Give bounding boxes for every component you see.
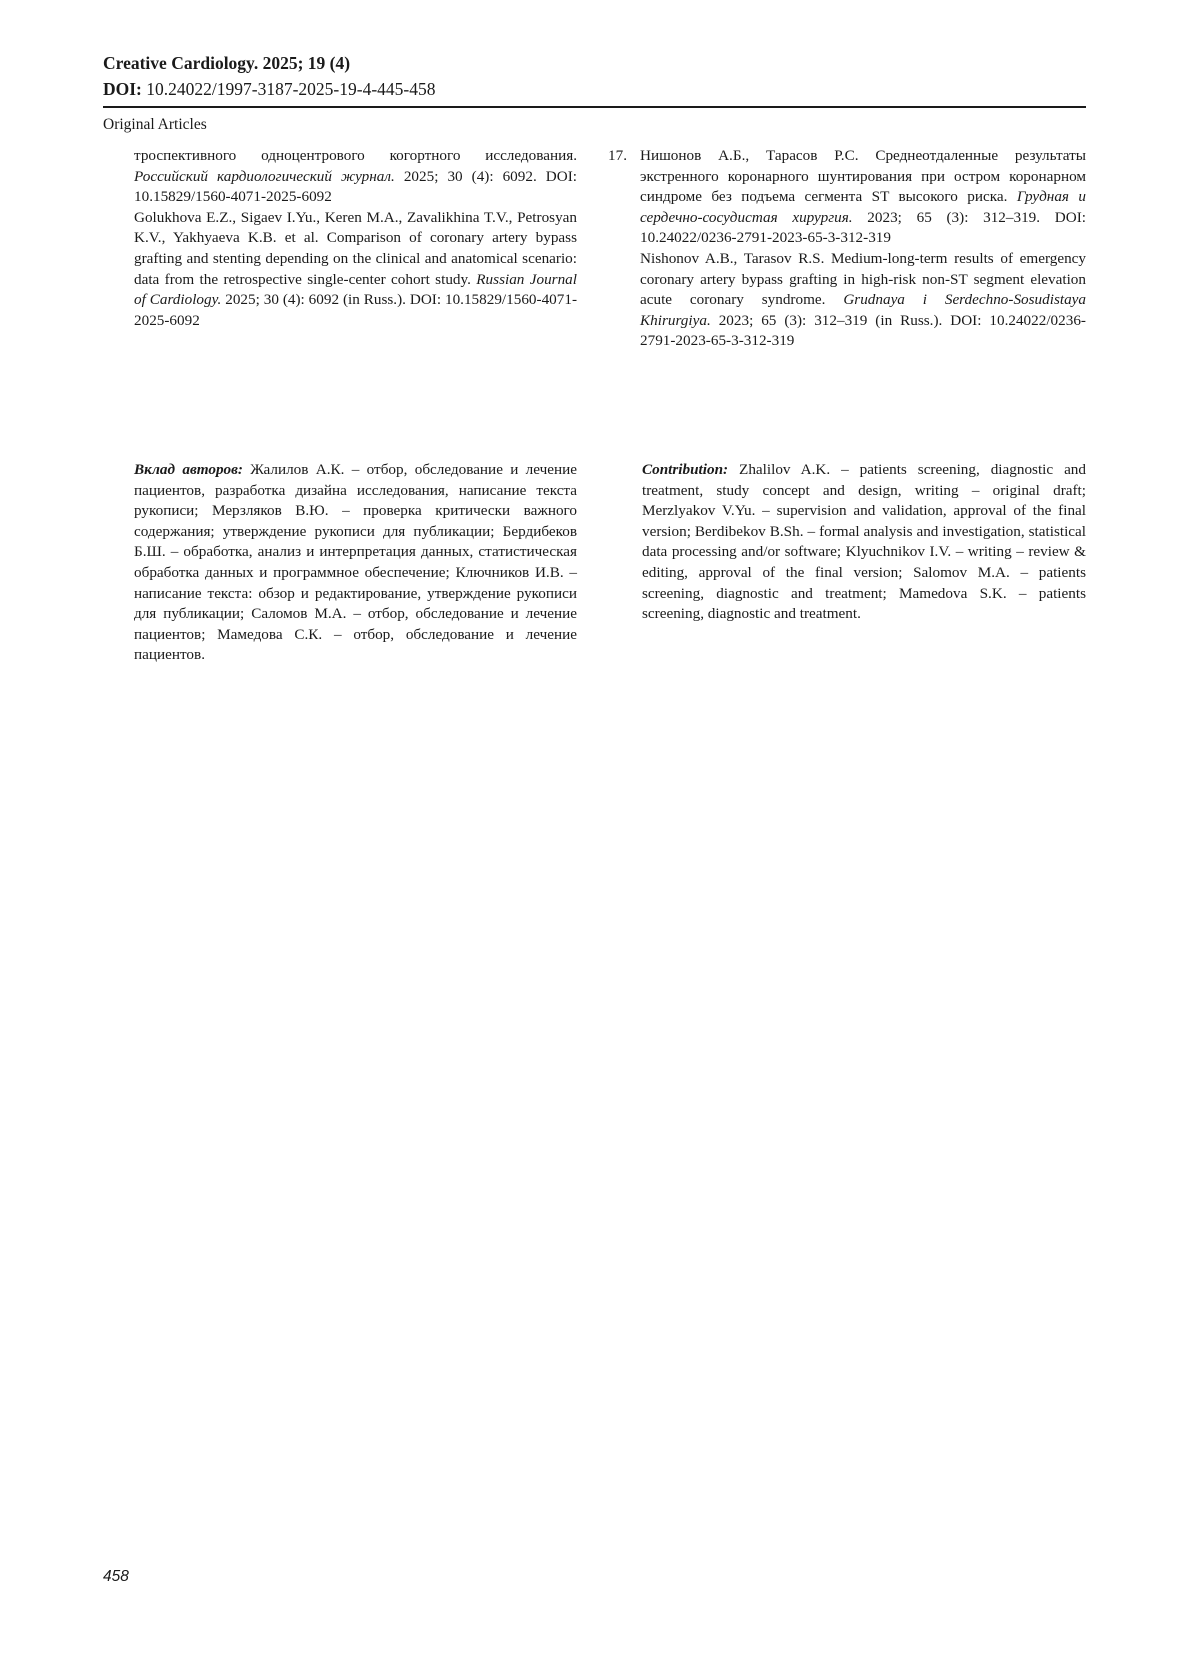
reference-16-continued [134, 146, 577, 331]
reference-en-text: Golukhova E.Z., Sigaev I.Yu., Keren M.A., Zavalikhina T.V., Petrosyan K.V., Yakhyaeva K.B. et al. Comparison of coronary artery bypass grafting and stenting depending on the clinical and anatomical scenario: data from the retrospective single-center cohort study. [134, 209, 577, 288]
contribution-en-text: Zhalilov A.K. – patients screening, diagnostic and treatment, study concept and design, writing – original draft; Merzlyakov V.Yu. – supervision and validation, approval of the final version; Berdibekov B.Sh. – formal analysis and investigation, statistical data processing and/or software; Klyuchnikov I.V. – writing – review & editing, approval of the final version; Salomov M.A. – patients screening, diagnostic and treatment; Mamedova S.K. – patients screening, diagnostic and treatment. [642, 461, 1086, 622]
doi-value: 10.24022/1997-3187-2025-19-4-445-458 [146, 79, 435, 99]
reference-en-doi: DOI: 10.15829/1560-4071-2025-6092 [134, 291, 577, 329]
header-rule [103, 106, 1086, 108]
page-number: 458 [103, 1568, 129, 1586]
reference-number: 17. [608, 146, 638, 167]
reference-en [640, 249, 1086, 352]
reference-ru [640, 146, 1086, 249]
contribution-ru-paragraph [134, 460, 577, 666]
reference-17 [608, 146, 1086, 352]
reference-ru-doi: DOI: 10.15829/1560-4071-2025-6092 [134, 168, 577, 206]
reference-en-journal: Russian Journal of Cardiology. [134, 271, 577, 309]
section-label: Original Articles [103, 114, 207, 136]
article-doi [103, 76, 1086, 102]
reference-ru-citation: 2025; 30 (4): 6092. [404, 168, 537, 185]
reference-body [640, 146, 1086, 352]
reference-ru-journal: Российский кардиологический журнал. [134, 168, 395, 185]
reference-en-text: Nishonov A.B., Tarasov R.S. Medium-long-term results of emergency coronary artery bypass grafting in high-risk non-ST segment elevation acute coronary syndrome. [640, 250, 1086, 308]
reference-en-citation: 2025; 30 (4): 6092 (in Russ.). [225, 291, 406, 308]
reference-en-citation: 2023; 65 (3): 312–319 (in Russ.). DOI: 10.24022/0236-2791-2023-65-3-312-319 [640, 312, 1086, 350]
contribution-en [642, 460, 1086, 625]
contribution-ru-label: Вклад авторов: [134, 461, 243, 478]
contribution-en-paragraph [642, 460, 1086, 625]
reference-ru-journal: Грудная и сердечно-сосудистая хирургия. [640, 188, 1086, 226]
contribution-ru-text: Жалилов А.К. – отбор, обследование и лечение пациентов, разработка дизайна исследования, написание текста рукописи; Мерзляков В.Ю. – проверка критически важного содержания; утверждение рукописи для публикации; Бердибеков Б.Ш. – обработка, анализ и интерпретация данных, статистическая обработка данных и программное обеспечение; Ключников И.В. – написание текста: обзор и редактирование, утверждение рукописи для публикации; Саломов М.А. – отбор, обследование и лечение пациентов; Мамедова С.К. – отбор, обследование и лечение пациентов. [134, 461, 577, 663]
running-header [103, 50, 1086, 102]
contribution-ru [134, 460, 577, 666]
contribution-en-label: Contribution: [642, 461, 728, 478]
reference-ru-text: Нишонов А.Б., Тарасов Р.С. Среднеотдаленные результаты экстренного коронарного шунтирования при остром коронарном синдроме без подъема сегмента ST высокого риска. [640, 147, 1086, 205]
journal-title: Creative Cardiology. 2025; 19 (4) [103, 50, 1086, 76]
doi-label: DOI: [103, 79, 142, 99]
reference-en-journal: Grudnaya i Serdechno-Sosudistaya Khirurgiya. [640, 291, 1086, 329]
reference-ru [134, 146, 577, 208]
reference-ru-citation: 2023; 65 (3): 312–319. DOI: 10.24022/0236-2791-2023-65-3-312-319 [640, 209, 1086, 247]
reference-en [134, 208, 577, 332]
reference-ru-text: троспективного одноцентрового когортного исследования. [134, 147, 577, 164]
